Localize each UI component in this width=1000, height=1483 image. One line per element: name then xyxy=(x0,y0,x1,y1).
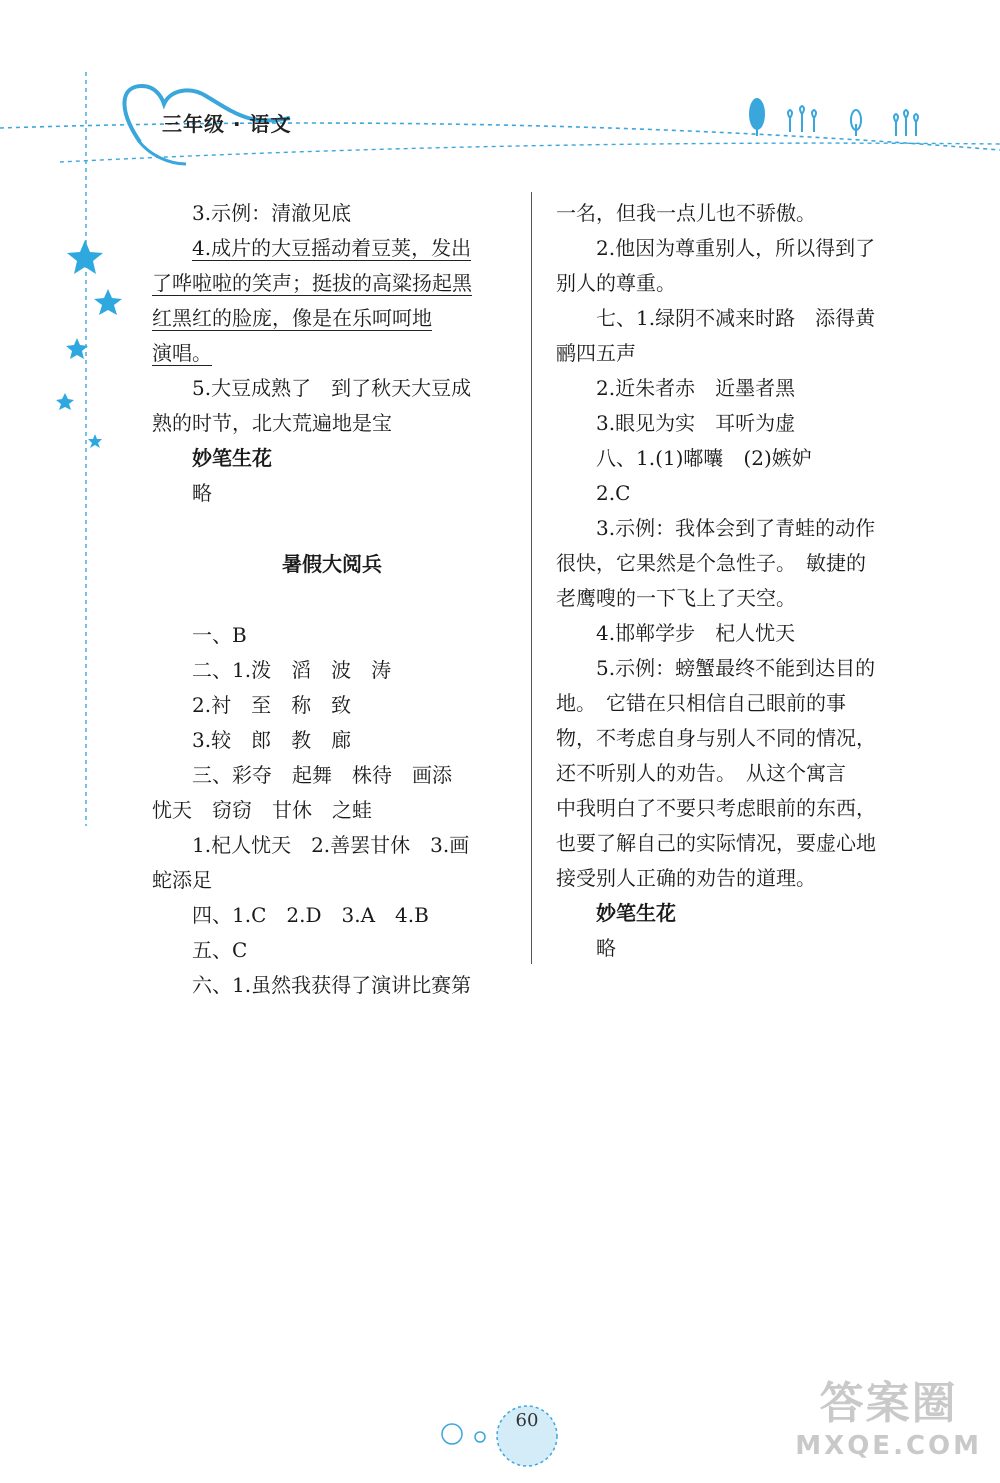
answer-line xyxy=(152,196,512,231)
answer-line xyxy=(152,231,512,266)
answer-line xyxy=(152,828,512,863)
section-spacer xyxy=(152,582,512,618)
answer-line xyxy=(556,686,912,721)
watermark-site: MXQE.COM xyxy=(795,1431,982,1461)
answer-line xyxy=(556,581,912,616)
answer-line xyxy=(556,931,912,966)
answer-line xyxy=(152,476,512,511)
watermark-main: 答案圈 xyxy=(819,1378,958,1429)
answer-text: 2.衬 至 称 致 xyxy=(192,693,352,717)
answer-text: 3.示例：我体会到了青蛙的动作 xyxy=(596,516,876,540)
answer-text: 鹂四五声 xyxy=(556,341,636,365)
page-number: 60 xyxy=(515,1410,539,1431)
answer-line xyxy=(556,721,912,756)
answer-line xyxy=(152,898,512,933)
answer-line xyxy=(152,933,512,968)
column-divider xyxy=(531,192,532,964)
right-column xyxy=(556,196,912,966)
answer-text: 物，不考虑自身与别人不同的情况， xyxy=(556,726,876,750)
leaf-icon xyxy=(851,110,861,136)
answer-text: 四、1.C 2.D 3.A 4.B xyxy=(192,903,429,927)
answer-line xyxy=(152,688,512,723)
answer-line xyxy=(556,231,912,266)
answer-text: 5.大豆成熟了 到了秋天大豆成 xyxy=(192,376,472,400)
section-heading xyxy=(556,896,912,931)
answer-text: 了哗啦啦的笑声；挺拔的高粱扬起黑 xyxy=(152,271,472,295)
answer-text: 妙笔生花 xyxy=(596,901,676,925)
answer-line xyxy=(556,406,912,441)
flower-icon xyxy=(788,106,816,132)
answer-text: 略 xyxy=(596,936,616,960)
answer-line xyxy=(152,723,512,758)
answer-line xyxy=(556,616,912,651)
answer-line xyxy=(556,791,912,826)
answer-text: 4.邯郸学步 杞人忧天 xyxy=(596,621,796,645)
answer-text: 演唱。 xyxy=(152,341,212,365)
answer-line xyxy=(152,406,512,441)
tree-icon xyxy=(749,98,765,136)
answer-text: 还不听别人的劝告。 从这个寓言 xyxy=(556,761,846,785)
answer-text: 忧天 窃窃 甘休 之蛙 xyxy=(152,798,372,822)
answer-line xyxy=(556,196,912,231)
answer-line xyxy=(152,653,512,688)
answer-line xyxy=(556,336,912,371)
answer-line xyxy=(556,266,912,301)
answer-text: 老鹰嗖的一下飞上了天空。 xyxy=(556,586,796,610)
section-spacer xyxy=(152,511,512,547)
answer-text: 5.示例：螃蟹最终不能到达目的 xyxy=(596,656,876,680)
answer-text: 别人的尊重。 xyxy=(556,271,676,295)
answer-text: 3.眼见为实 耳听为虚 xyxy=(596,411,796,435)
answer-text: 蛇添足 xyxy=(152,868,212,892)
answer-text: 一、B xyxy=(192,623,247,647)
answer-line xyxy=(556,441,912,476)
answer-text: 七、1.绿阴不减来时路 添得黄 xyxy=(596,306,876,330)
answer-line xyxy=(152,863,512,898)
answer-text: 3.较 郎 教 廊 xyxy=(192,728,352,752)
answer-text: 也要了解自己的实际情况，要虚心地 xyxy=(556,831,876,855)
answer-text: 二、1.泼 滔 波 涛 xyxy=(192,658,392,682)
answer-text: 六、1.虽然我获得了演讲比赛第 xyxy=(192,973,472,997)
answer-line xyxy=(152,336,512,371)
answer-text: 2.他因为尊重别人，所以得到了 xyxy=(596,236,876,260)
answer-text: 暑假大阅兵 xyxy=(282,552,382,576)
answer-text: 接受别人正确的劝告的道理。 xyxy=(556,866,816,890)
answer-text: 很快，它果然是个急性子。 敏捷的 xyxy=(556,551,866,575)
answer-line xyxy=(556,301,912,336)
star-icon xyxy=(56,240,122,448)
flower-icon xyxy=(894,110,918,136)
answer-text: 3.示例：清澈见底 xyxy=(192,201,352,225)
answer-text: 中我明白了不要只考虑眼前的东西， xyxy=(556,796,876,820)
answer-text: 三、彩夺 起舞 株待 画添 xyxy=(192,763,452,787)
answer-text: 2.近朱者赤 近墨者黑 xyxy=(596,376,796,400)
answer-line xyxy=(152,758,512,793)
answer-line xyxy=(556,756,912,791)
answer-line xyxy=(152,301,512,336)
answer-line xyxy=(556,546,912,581)
answer-text: 一名，但我一点儿也不骄傲。 xyxy=(556,201,816,225)
answer-line xyxy=(556,476,912,511)
answer-text: 1.杞人忧天 2.善罢甘休 3.画 xyxy=(192,833,470,857)
answer-text: 略 xyxy=(192,481,212,505)
section-heading xyxy=(152,441,512,476)
answer-text: 五、C xyxy=(192,938,248,962)
answer-line xyxy=(152,968,512,1003)
answer-line xyxy=(556,371,912,406)
answer-line xyxy=(152,371,512,406)
answer-line xyxy=(556,826,912,861)
answer-text: 红黑红的脸庞，像是在乐呵呵地 xyxy=(152,306,432,330)
header-title: 三年级 · 语文 xyxy=(162,112,292,136)
answer-line xyxy=(556,511,912,546)
answer-text: 八、1.(1)嘟囔 (2)嫉妒 xyxy=(596,446,812,470)
answer-line xyxy=(556,651,912,686)
answer-line xyxy=(152,266,512,301)
answer-text: 4.成片的大豆摇动着豆荚，发出 xyxy=(192,236,472,260)
answer-line xyxy=(152,618,512,653)
answer-text: 地。 它错在只相信自己眼前的事 xyxy=(556,691,846,715)
section-heading xyxy=(152,547,512,582)
watermark-logo xyxy=(795,1367,982,1461)
answer-line xyxy=(152,793,512,828)
answer-line xyxy=(556,861,912,896)
left-column xyxy=(152,196,512,1003)
answer-text: 2.C xyxy=(596,481,631,505)
answer-text: 熟的时节，北大荒遍地是宝 xyxy=(152,411,392,435)
answer-text: 妙笔生花 xyxy=(192,446,272,470)
